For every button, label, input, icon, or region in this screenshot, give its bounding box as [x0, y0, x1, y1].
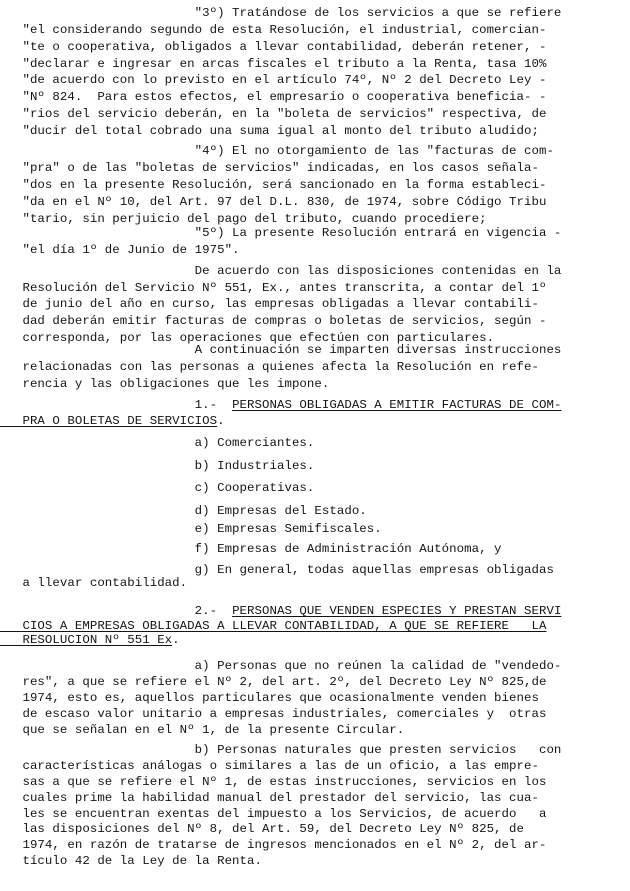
heading-text: RESOLUCION Nº 551 Ex — [0, 633, 173, 647]
heading-text: PRA O BOLETAS DE SERVICIOS — [0, 414, 218, 428]
text-line: que se señalan en el Nº 1, de la presente Circular. — [0, 723, 405, 737]
heading-period: . — [217, 414, 225, 428]
text-line: "pra" o de las "boletas de servicios" indicadas, en los casos señala- — [0, 161, 539, 175]
text-line: "da en el Nº 10, del Art. 97 del D.L. 830, de 1974, sobre Código Tribu — [0, 195, 547, 209]
text-line: "tario, sin perjuicio del pago del tributo, cuando procediere; — [0, 212, 487, 226]
text-line: b) Personas naturales que presten servicios con — [0, 743, 562, 757]
text-line: características análogas o similares a las de un oficio, a las empre- — [0, 759, 539, 773]
text-line: a) Personas que no reúnen la calidad de "vendedo- — [0, 659, 562, 673]
text-line: tículo 42 de la Ley de la Renta. — [0, 854, 262, 868]
heading-text: PERSONAS QUE VENDEN ESPECIES Y PRESTAN SERVI — [232, 604, 562, 618]
text-line: les se encuentran exentas del impuesto a los Servicios, de acuerdo a — [0, 807, 547, 821]
text-line: "de acuerdo con lo previsto en el artículo 74º, Nº 2 del Decreto Ley - — [0, 73, 547, 87]
text-line: "te o cooperativa, obligados a llevar contabilidad, deberán retener, - — [0, 40, 547, 54]
text-line: "el considerando segundo de esta Resolución, el industrial, comercian- — [0, 23, 547, 37]
text-line: de escaso valor unitario a empresas industriales, comerciales y otras — [0, 707, 547, 721]
heading-period: . — [172, 633, 180, 647]
text-line: "el día 1º de Junio de 1975". — [0, 243, 240, 257]
text-line: Resolución del Servicio Nº 551, Ex., antes transcrita, a contar del 1º — [0, 281, 547, 295]
heading-text: PERSONAS OBLIGADAS A EMITIR FACTURAS DE COM- — [232, 398, 562, 412]
text-line: dad deberán emitir facturas de compras o boletas de servicios, según - — [0, 314, 547, 328]
text-line: "declarar e ingresar en arcas fiscales el tributo a la Renta, tasa 10% — [0, 57, 547, 71]
heading-number: 1.- — [0, 398, 233, 412]
text-line: "3º) Tratándose de los servicios a que se refiere — [0, 6, 562, 20]
text-line: 1974, esto es, aquellos particulares que ocasionalmente venden bienes — [0, 691, 539, 705]
list-item: c) Cooperativas. — [0, 481, 315, 495]
text-line: las disposiciones del Nº 8, del Art. 59, del Decreto Ley Nº 825, de — [0, 822, 524, 836]
text-line: De acuerdo con las disposiciones contenidas en la — [0, 264, 562, 278]
list-item: g) En general, todas aquellas empresas obligadas — [0, 563, 554, 577]
text-line: 1974, en razón de tratarse de ingresos mencionados en el Nº 2, del ar- — [0, 838, 547, 852]
text-line: de junio del año en curso, las empresas obligadas a llevar contabili- — [0, 297, 539, 311]
list-item: e) Empresas Semifiscales. — [0, 522, 382, 536]
heading-line — [0, 414, 630, 429]
text-line: res", a que se refiere el Nº 2, del art. 2º, del Decreto Ley Nº 825,de — [0, 675, 547, 689]
text-line: relacionadas con las personas a quienes afecta la Resolución en refe- — [0, 360, 539, 374]
text-line: "rios del servicio deberán, en la "boleta de servicios" respectiva, de — [0, 107, 547, 121]
heading-number: 2.- — [0, 604, 233, 618]
text-line: "5º) La presente Resolución entrará en vigencia - — [0, 226, 562, 240]
text-line: "4º) El no otorgamiento de las "facturas de com- — [0, 144, 554, 158]
list-item: b) Industriales. — [0, 459, 315, 473]
text-line: rencia y las obligaciones que les impone. — [0, 377, 330, 391]
list-item-continued: a llevar contabilidad. — [0, 576, 188, 590]
text-line: cuales prime la habilidad manual del prestador del servicio, las cua- — [0, 791, 539, 805]
heading-line — [0, 604, 630, 619]
text-line: "Nº 824. Para estos efectos, el empresario o cooperativa beneficia- - — [0, 90, 547, 104]
text-line: A continuación se imparten diversas instrucciones — [0, 343, 562, 357]
list-item: f) Empresas de Administración Autónoma, y — [0, 542, 502, 556]
text-line: sas a que se refiere el Nº 1, de estas instrucciones, servicios en los — [0, 775, 547, 789]
heading-text: CIOS A EMPRESAS OBLIGADAS A LLEVAR CONTABILIDAD, A QUE SE REFIERE LA — [0, 619, 547, 633]
heading-line — [0, 619, 630, 634]
text-line: "ducir del total cobrado una suma igual al monto del tributo aludido; — [0, 124, 539, 138]
heading-line — [0, 633, 630, 648]
heading-line — [0, 398, 630, 413]
list-item: a) Comerciantes. — [0, 436, 315, 450]
list-item: d) Empresas del Estado. — [0, 504, 367, 518]
text-line: corresponda, por las operaciones que efectúen con particulares. — [0, 331, 495, 345]
text-line: "dos en la presente Resolución, será sancionado en la forma estableci- — [0, 178, 547, 192]
